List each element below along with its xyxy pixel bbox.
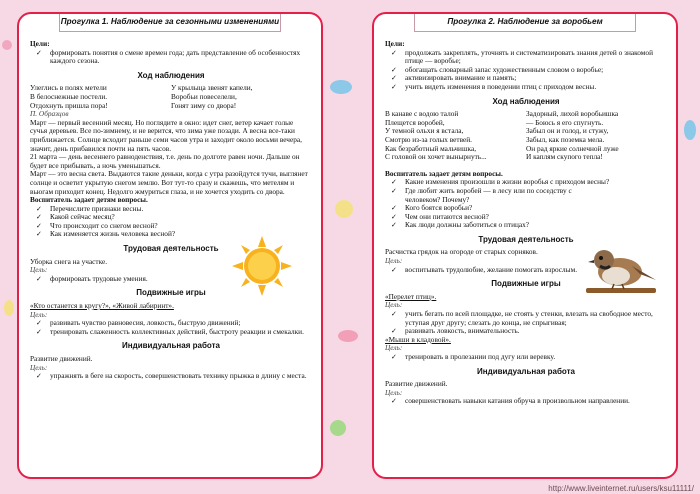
check-icon: ✓ xyxy=(391,221,397,230)
game-title: «Перелет птиц». xyxy=(385,291,437,301)
game-title: «Мыши в кладовой». xyxy=(385,334,451,344)
check-icon: ✓ xyxy=(391,65,397,74)
section-heading: Индивидуальная работа xyxy=(477,366,575,376)
check-icon: ✓ xyxy=(391,265,397,274)
goal-item: ✓ тренировать в пролезании под дугу или веревку. xyxy=(391,352,556,361)
check-icon: ✓ xyxy=(391,204,397,213)
check-icon: ✓ xyxy=(36,221,42,230)
questions-label: Воспитатель задает детям вопросы. xyxy=(385,168,503,178)
question-item: ✓ Какой сейчас месяц? xyxy=(36,212,115,222)
check-icon: ✓ xyxy=(36,327,42,336)
check-icon: ✓ xyxy=(391,178,397,187)
check-icon: ✓ xyxy=(36,48,42,57)
goal-item: ✓ формировать понятия о смене времен года; дать представление об особенностях каждого сезона. xyxy=(36,47,301,66)
check-icon: ✓ xyxy=(36,372,42,381)
check-icon: ✓ xyxy=(36,213,42,222)
question-item: ✓ Где любит жить воробей — в лесу или по соседству с человеком? Почему? xyxy=(391,185,572,204)
goal-item: ✓ учить видеть изменения в поведении птиц с приходом весны. xyxy=(391,81,597,91)
sparrow-illustration xyxy=(580,240,660,298)
check-icon: ✓ xyxy=(36,204,42,213)
goal-label: Цели: xyxy=(30,39,50,48)
bg-decor xyxy=(4,300,14,316)
section-heading: Ход наблюдения xyxy=(492,96,560,106)
goal-item: ✓ развивать чувство равновесия, ловкость, быструю движений; xyxy=(36,318,241,328)
check-icon: ✓ xyxy=(36,274,42,283)
check-icon: ✓ xyxy=(391,397,397,406)
bg-decor xyxy=(330,420,346,436)
section-heading: Трудовая деятельность xyxy=(478,234,574,244)
card-title: Прогулка 1. Наблюдение за сезонными изменениями xyxy=(59,13,281,32)
goal-item: ✓ формировать трудовые умения. xyxy=(36,273,148,283)
check-icon: ✓ xyxy=(391,327,397,336)
bg-decor xyxy=(2,40,12,50)
card-title: Прогулка 2. Наблюдение за воробьем xyxy=(414,13,636,32)
check-icon: ✓ xyxy=(36,230,42,239)
goal-label: Цель: xyxy=(30,309,48,319)
question-item: ✓ Как люди должны заботиться о птицах? xyxy=(391,220,530,230)
section-heading: Ход наблюдения xyxy=(137,70,205,80)
check-icon: ✓ xyxy=(391,74,397,83)
goal-item: ✓ активизировать внимание и память; xyxy=(391,73,517,83)
check-icon: ✓ xyxy=(391,310,397,319)
goal-label: Цель: xyxy=(30,362,48,372)
check-icon: ✓ xyxy=(391,82,397,91)
goal-label: Цель: xyxy=(30,265,48,275)
goal-label: Цель: xyxy=(385,256,403,266)
section-heading: Подвижные игры xyxy=(491,279,561,289)
goal-item: ✓ тренировать слаженность коллективных действий, быстроту реакции и смекалки. xyxy=(36,326,304,336)
games-list: «Кто останется в кругу?», «Живой лабиринт». xyxy=(30,301,174,311)
goal-label: Цель: xyxy=(385,387,403,397)
goal-item: ✓ развивать ловкость, внимательность. xyxy=(391,326,520,336)
poem: В канаве с водою талой Плещется воробей, У темной ольхи я встала, Смотрю из-за голых ветвей. Как безработный мальчишка, С головой он хочет вынырнуть... Задорный, лихой воробьишка — Боюсь я его спугнуть. Забыл он и голод, и стужу, Забыл, как поземка мела. Он рад яркие солнечной луже И каплям скупого тепла! xyxy=(385,109,619,162)
check-icon: ✓ xyxy=(391,186,397,195)
card-content: Цели: ✓ продолжать закреплять, уточнять и систематизировать знания детей о знакомой птице — воробье; ✓ обогащать словарный запас художественным словом о воробье; ✓ активизировать внимание и память; ✓ учить видеть изменения в поведении птиц с приходом весны. Ход наблюдения В канаве с водою талой Плещется воробей, У темной ольхи я встала, Смотрю из-за голых ветвей. Как безработный мальчишка, С головой он хочет вынырнуть... Задорный, лихой воробьишка — Боюсь я его спугнуть. Забыл он и голод, и стужу, Забыл, как поземка мела. Он рад яркие солнечной луже И каплям скупого тепла! Воспитатель задает детям вопросы. ✓ Какие изменения произошли в жизни воробья с приходом весны? ✓ Где любит жить воробей — в лесу или по соседству с человеком? Почему? ✓ Кого боятся воробьи? ✓ Чем они питаются весной? ✓ Как люди должны заботиться о птицах? Трудовая деятельность Расчистка грядок на огороде от старых сорняков. Цель: ✓ воспитывать трудолюбие, желание помогать взрослым. Подвижные игры «Перелет птиц». Цель: ✓ учить бегать по всей площадке, не стоять у стенки, влезать на свободное место, уступая друг другу; слезать до конца, не спрыгивая; ✓ развивать ловкость, внимательность. «Мыши в кладовой». Цель: ✓ тренировать в пролезании под дугу или веревку. Индивидуальная работа Развитие движений. Цель: ✓ совершенствовать навыки катания обруча в произвольном направлении. xyxy=(385,40,667,471)
bg-decor xyxy=(684,120,696,140)
bg-decor xyxy=(338,330,358,342)
question-item: ✓ Что происходит со снегом весной? xyxy=(36,220,158,230)
question-item: ✓ Какие изменения произошли в жизни воробья с приходом весны? xyxy=(391,177,610,187)
goal-item: ✓ упражнять в беге на скорость, совершенствовать технику прыжка в длину с места. xyxy=(36,371,307,381)
paragraph: 21 марта — день весеннего равноденствия, т.е. день по долготе равен ночи. Дальше он будет все прибывать, а ночь уменьшаться. xyxy=(30,152,300,170)
check-icon: ✓ xyxy=(391,353,397,361)
poem: Улеглись в полях метели В белоснежные постели. Отдохнуть пришла пора! У крылыца звенят капели, Воробьи повеселели, Гонят зиму со двора! xyxy=(30,83,253,110)
question-item: ✓ Перечислите признаки весны. xyxy=(36,203,144,213)
bg-decor xyxy=(335,200,353,218)
goal-label: Цель: xyxy=(385,300,403,310)
question-item: ✓ Кого боятся воробьи? xyxy=(391,203,473,213)
source-url: http://www.liveinternet.ru/users/ksu11111/ xyxy=(548,484,694,493)
section-heading: Индивидуальная работа xyxy=(122,341,220,351)
paragraph: Март — это весна света. Выдаются такие деньки, когда с утра разойдутся тучи, выглянет солнце и осветит укрытую снегом землю. Вот тут-то сразу и скажешь, что метелям и вьюгам приходит конец. Недолго жмуриться глаза, и не хочется уходить со двора. xyxy=(30,169,308,196)
check-icon: ✓ xyxy=(391,48,397,57)
goal-item: ✓ совершенствовать навыки катания обруча в произвольном направлении. xyxy=(391,396,630,406)
section-heading: Трудовая деятельность xyxy=(123,244,219,254)
check-icon: ✓ xyxy=(391,212,397,221)
goal-label: Цели: xyxy=(385,39,405,48)
goal-item: ✓ продолжать закреплять, уточнять и систематизировать знания детей о знакомой птице — воробье; xyxy=(391,47,653,66)
goal-item: ✓ обогащать словарный запас художественным словом о воробье; xyxy=(391,64,604,74)
bg-decor xyxy=(330,80,352,94)
question-item: ✓ Как изменяется жизнь человека весной? xyxy=(36,229,176,239)
sun-illustration xyxy=(232,236,292,296)
poem-author: П. Образцов xyxy=(30,109,69,119)
goal-item: ✓ учить бегать по всей площадке, не стоять у стенки, влезать на свободное место, уступая друг другу; слезать до конца, не спрыгивая; xyxy=(391,309,653,327)
card-content: Цели: ✓ формировать понятия о смене времен года; дать представление об особенностях каждого сезона. Ход наблюдения Улеглись в полях метели В белоснежные постели. Отдохнуть пришла пора! У крылыца звенят капели, Воробьи повеселели, Гонят зиму со двора! П. Образцов Март — первый весенний месяц. Но поглядите в окно: идет снег, ветер качает голые сучья деревьев. Все по-зимнему, и не верится, что зима уже позади. А весна все-таки приближается. Солнце всходит раньше семи часов утра и заходит около восьми вечера, значит, день прибавился почти на пять часов. 21 марта — день весеннего равноденствия, т.е. день по долготе равен ночи. Дальше он будет все прибывать, а ночь уменьшаться. Март — это весна света. Выдаются такие деньки, когда с утра разойдутся тучи, выглянет солнце и осветит укрытую снегом землю. Вот тут-то сразу и скажешь, что метелям и вьюгам приходит конец. Недолго жмуриться глаза, и не хочется уходить со двора. Воспитатель задает детям вопросы. ✓ Перечислите признаки весны. ✓ Какой сейчас месяц? ✓ Что происходит со снегом весной? ✓ Как изменяется жизнь человека весной? Трудовая деятельность Уборка снега на участке. Цель: ✓ формировать трудовые умения. Подвижные игры «Кто останется в кругу?», «Живой лабиринт». Цель: ✓ развивать чувство равновесия, ловкость, быструю движений; ✓ тренировать слаженность коллективных действий, быстроту реакции и смекалки. Индивидуальная работа Развитие движений. Цель: ✓ упражнять в беге на скорость, совершенствовать технику прыжка в длину с места. xyxy=(30,40,312,471)
goal-item: ✓ воспитывать трудолюбие, желание помогать взрослым. xyxy=(391,264,578,274)
check-icon: ✓ xyxy=(36,319,42,328)
section-heading: Подвижные игры xyxy=(136,288,206,298)
paragraph: Март — первый весенний месяц. Но поглядите в окно: идет снег, ветер качает голые сучья деревьев. Все по-зимнему, и не верится, что зима уже позади. А весна все-таки приближается. Солнце всходит раньше семи часов утра и заходит около восьми вечера, значит, день прибавился почти на пять часов. xyxy=(30,117,302,153)
goal-label: Цель: xyxy=(385,343,403,353)
questions-label: Воспитатель задает детям вопросы. xyxy=(30,195,148,205)
question-item: ✓ Чем они питаются весной? xyxy=(391,211,489,221)
